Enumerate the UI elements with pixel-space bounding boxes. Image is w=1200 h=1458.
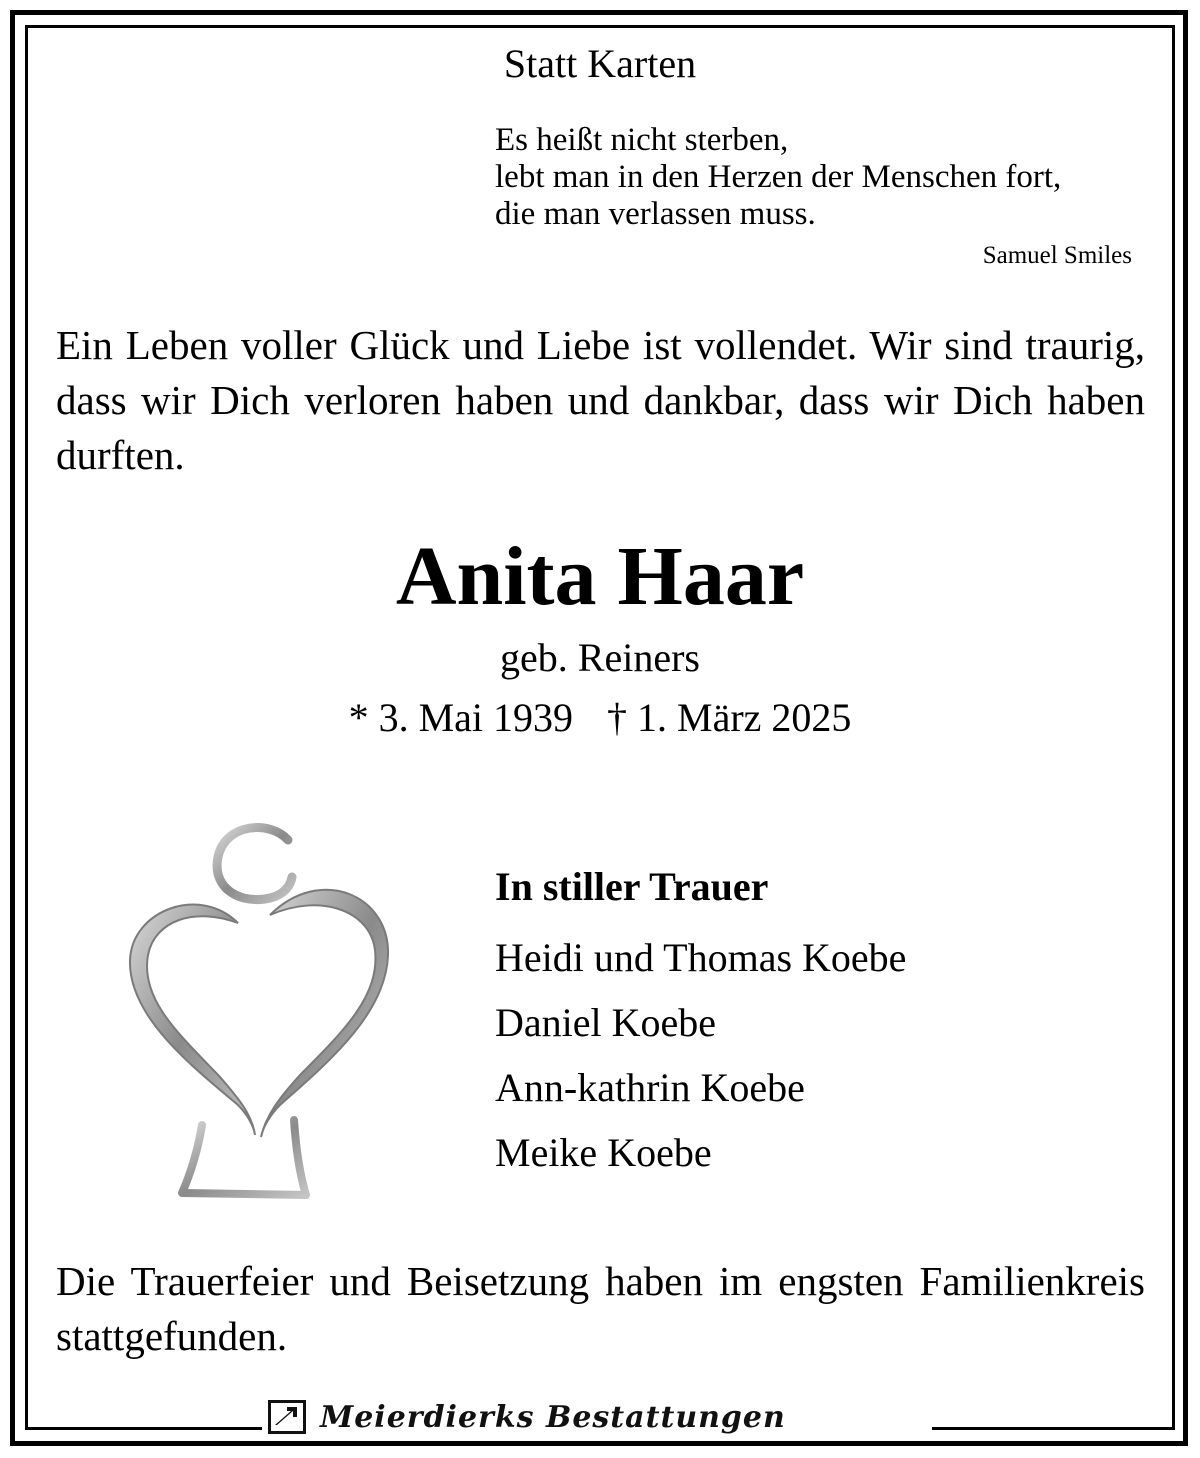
poem-author: Samuel Smiles <box>982 242 1132 269</box>
footer-rule-right <box>932 1427 1175 1430</box>
poem <box>495 122 1061 233</box>
footer-rule-left <box>25 1427 262 1430</box>
poem-line: die man verlassen muss. <box>495 196 816 232</box>
life-dates <box>0 693 1200 743</box>
mourner-name: Meike Koebe <box>495 1130 712 1175</box>
mourner-name: Ann-kathrin Koebe <box>495 1065 805 1110</box>
mourning-heading: In stiller Trauer <box>495 864 769 909</box>
mourners-list <box>495 925 906 1185</box>
poem-line: Es heißt nicht sterben, <box>495 122 789 158</box>
intro-text: Ein Leben voller Glück und Liebe ist vollendet. Wir sind traurig, dass wir Dich verloren haben und dankbar, dass wir Dich haben durften. <box>56 322 1145 478</box>
statt-karten-header: Statt Karten <box>503 41 697 86</box>
footer-logo <box>268 1392 786 1442</box>
death-date: † 1. März 2025 <box>607 695 852 740</box>
poem-line: lebt man in den Herzen der Menschen fort, <box>495 159 1062 195</box>
company-name: Meierdierks Bestattungen <box>320 1399 786 1435</box>
closing-text: Die Trauerfeier und Beisetzung haben im engsten Familienkreis stattgefunden. <box>56 1258 1145 1359</box>
funeral-home-logo-icon <box>268 1400 306 1434</box>
mourner-name: Daniel Koebe <box>495 1000 717 1045</box>
deceased-name: Anita Haar <box>395 530 805 623</box>
angel-heart-icon <box>120 815 400 1205</box>
birth-name: geb. Reiners <box>500 635 700 680</box>
mourner-name: Heidi und Thomas Koebe <box>495 935 907 980</box>
birth-date: * 3. Mai 1939 <box>348 695 574 740</box>
